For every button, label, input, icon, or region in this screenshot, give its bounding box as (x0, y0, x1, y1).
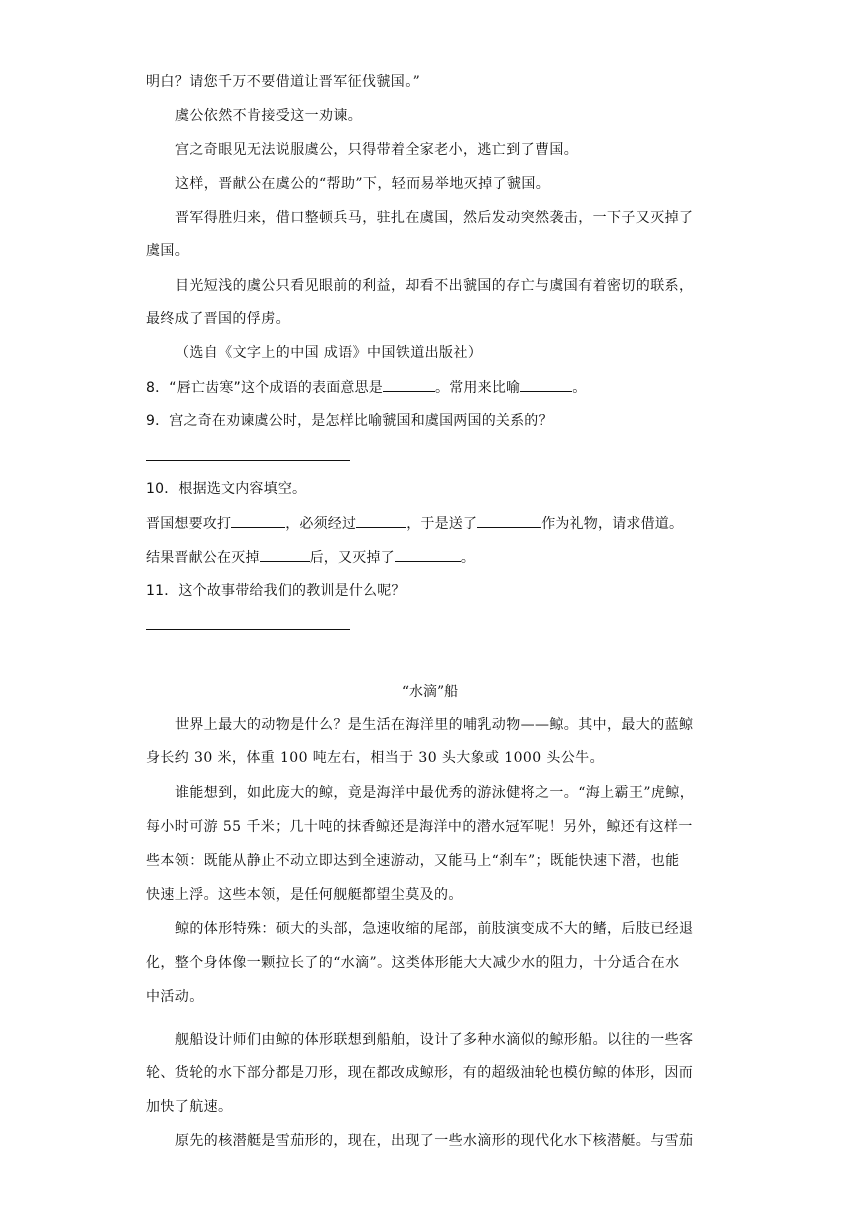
answer-blank[interactable] (231, 513, 285, 528)
answer-blank[interactable] (383, 377, 435, 392)
question-11: 11．这个故事带给我们的教训是什么呢？ (146, 583, 406, 599)
passage-line: 每小时可游 55 千米；几十吨的抹香鲸还是海洋中的潜水冠军呢！另外，鲸还有这样一 (146, 819, 693, 835)
passage-title: “水滴”船 (401, 684, 459, 700)
question-10: 10．根据选文内容填空。 (146, 481, 307, 497)
passage-line: 目光短浅的虞公只看见眼前的利益，却看不出虢国的存亡与虞国有着密切的联系， (175, 278, 694, 294)
answer-blank[interactable] (477, 513, 541, 528)
passage-line: 舰船设计师们由鲸的体形联想到船舶，设计了多种水滴似的鲸形船。以往的一些客 (175, 1032, 694, 1048)
passage-line: 中活动。 (146, 989, 204, 1005)
answer-line[interactable] (146, 629, 350, 630)
passage-line: 宫之奇眼见无法说服虞公，只得带着全家老小，逃亡到了曹国。 (175, 142, 579, 158)
passage-line: 这样，晋献公在虞公的“帮助”下，轻而易举地灭掉了虢国。 (175, 176, 551, 192)
passage-line: 鲸的体形特殊：硕大的头部，急速收缩的尾部，前肢演变成不大的鳍，后肢已经退 (175, 921, 694, 937)
passage-line: 原先的核潜艇是雪茄形的，现在，出现了一些水滴形的现代化水下核潜艇。与雪茄 (175, 1133, 694, 1149)
answer-blank[interactable] (260, 547, 310, 562)
passage-line: 加快了航速。 (146, 1099, 233, 1115)
question-10-fill-2: 结果晋献公在灭掉 后，又灭掉了 。 (146, 547, 726, 568)
passage-line: 快速上浮。这些本领，是任何舰艇都望尘莫及的。 (146, 887, 463, 903)
question-10-fill-1: 晋国想要攻打 ，必须经过 ，于是送了 作为礼物，请求借道。 (146, 513, 726, 534)
passage-line: 些本领：既能从静止不动立即达到全速游动，又能马上“刹车”；既能快速下潜，也能 (146, 853, 680, 869)
question-8: 8．“唇亡齿寒”这个成语的表面意思是 。常用来比喻 。 (146, 377, 726, 398)
passage-line: 最终成了晋国的俘虏。 (146, 311, 290, 327)
answer-blank[interactable] (395, 547, 461, 562)
passage-line: 轮、货轮的水下部分都是刀形，现在都改成鲸形，有的超级油轮也模仿鲸的体形，因而 (146, 1065, 694, 1081)
passage-line: 明白？请您千万不要借道让晋军征伐虢国。” (146, 74, 421, 90)
passage-line: 虞国。 (146, 243, 190, 259)
answer-blank[interactable] (520, 377, 572, 392)
passage-line: 化，整个身体像一颗拉长了的“水滴”。这类体形能大大减少水的阻力，十分适合在水 (146, 955, 680, 971)
passage-line: 身长约 30 米，体重 100 吨左右，相当于 30 头大象或 1000 头公牛。 (146, 750, 604, 766)
answer-blank[interactable] (356, 513, 406, 528)
passage-line: 虞公依然不肯接受这一劝谏。 (175, 108, 363, 124)
source-citation: （选自《文字上的中国 成语》中国铁道出版社） (175, 345, 483, 361)
passage-line: 世界上最大的动物是什么？是生活在海洋里的哺乳动物——鲸。其中，最大的蓝鲸 (175, 717, 694, 733)
passage-line: 谁能想到，如此庞大的鲸，竟是海洋中最优秀的游泳健将之一。“海上霸王”虎鲸， (175, 785, 695, 801)
question-9: 9．宫之奇在劝谏虞公时，是怎样比喻虢国和虞国两国的关系的？ (146, 413, 553, 429)
answer-line[interactable] (146, 460, 350, 461)
passage-line: 晋军得胜归来，借口整顿兵马，驻扎在虞国，然后发动突然袭击，一下子又灭掉了 (175, 210, 694, 226)
